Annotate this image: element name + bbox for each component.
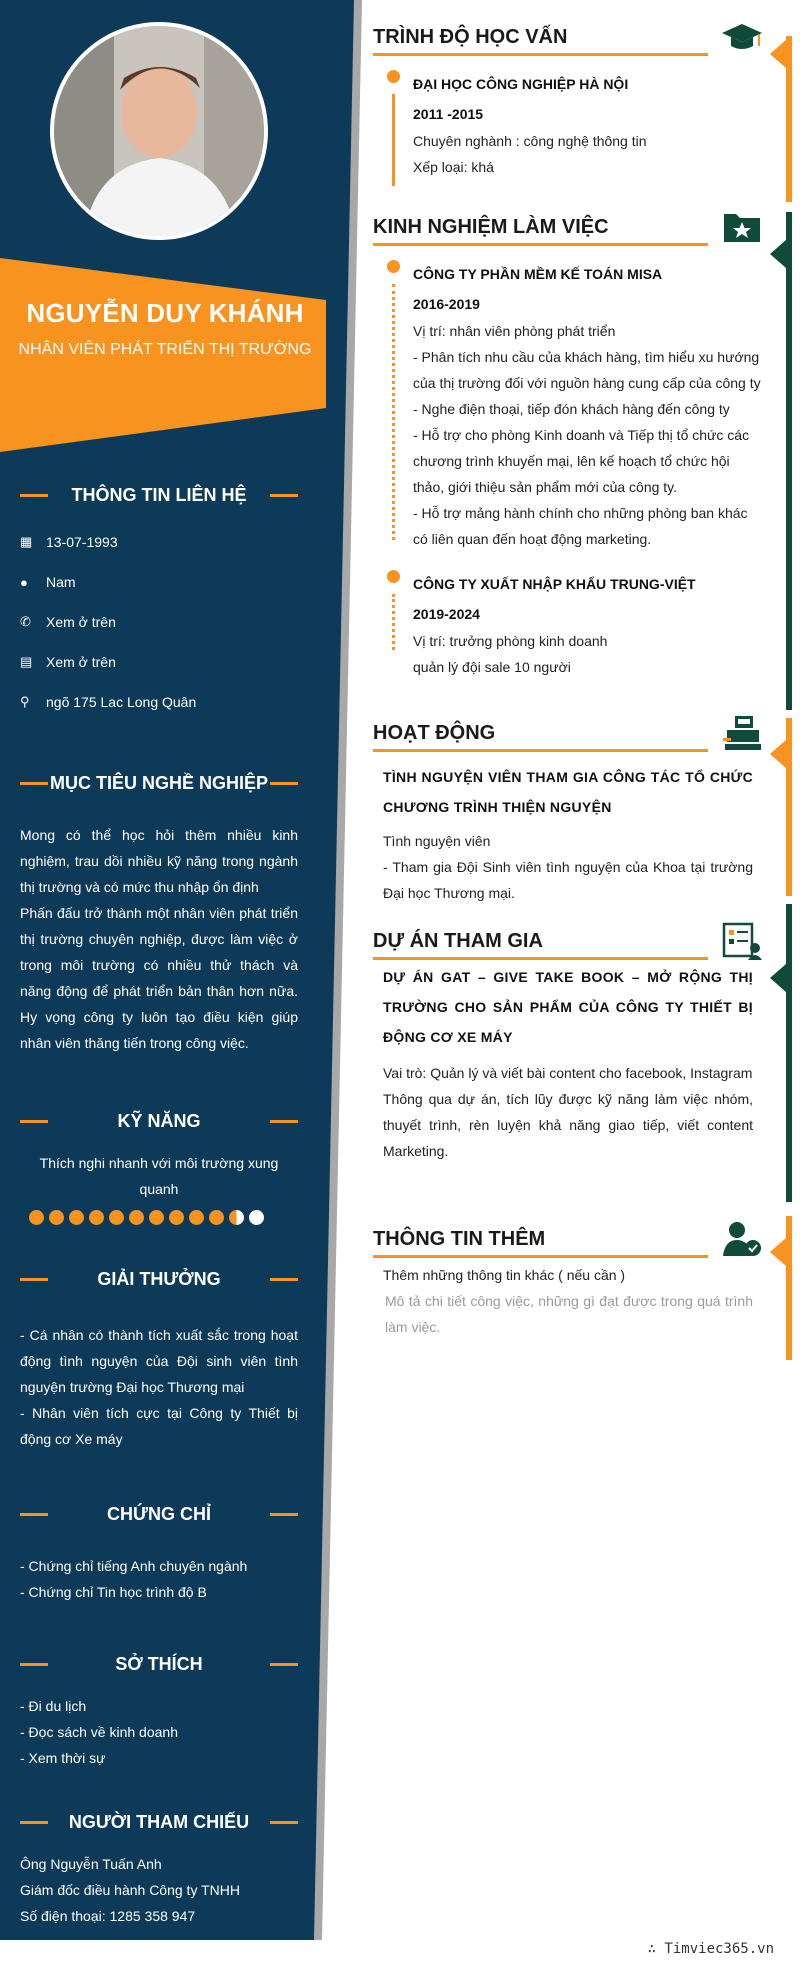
skill-dot: [209, 1210, 224, 1225]
section-title: NGƯỜI THAM CHIẾU: [68, 1811, 250, 1832]
profile-photo: [50, 22, 268, 240]
hobbies-text: - Đi du lịch - Đọc sách về kinh doanh - Xem thời sự: [20, 1698, 178, 1766]
job-years: 2019-2024: [413, 606, 480, 622]
references-section: [20, 1807, 298, 1929]
skill-dot: [129, 1210, 144, 1225]
timeline-dots: [392, 594, 395, 650]
activity-details: Tình nguyện viên - Tham gia Đội Sinh viên tình nguyện của Khoa tại trường Đại học Thương mại.: [383, 833, 753, 901]
hobbies-section: [20, 1649, 298, 1771]
section-title: KỸ NĂNG: [117, 1110, 201, 1131]
skill-dot: [89, 1210, 104, 1225]
accent-bar: [786, 718, 792, 896]
folder-star-icon: [721, 208, 763, 246]
timeline-bullet: [387, 260, 400, 273]
skill-dot: [229, 1210, 244, 1225]
additional-info-section: [373, 1224, 763, 1340]
accent-bar: [786, 212, 792, 710]
job-details: Vị trí: trưởng phòng kinh doanh quản lý đội sale 10 người: [413, 633, 608, 675]
skill-dot: [189, 1210, 204, 1225]
activity-heading: TÌNH NGUYỆN VIÊN THAM GIA CÔNG TÁC TỔ CHỨC CHƯƠNG TRÌNH THIỆN NGUYỆN: [383, 769, 753, 815]
job-entry: [373, 256, 763, 552]
company-name: CÔNG TY XUẤT NHẬP KHẨU TRUNG-VIỆT: [413, 576, 696, 592]
activity-entry: [373, 762, 753, 906]
education-section: [373, 22, 763, 180]
accent-bar: [786, 904, 792, 1202]
education-years: 2011 -2015: [413, 106, 484, 122]
references-text: Ông Nguyễn Tuấn Anh Giám đốc điều hành Công ty TNHH Số điện thoại: 1285 358 947: [20, 1856, 240, 1924]
contact-email: ▤ Xem ở trên: [20, 654, 116, 670]
additional-text: Thêm những thông tin khác ( nếu cần ): [383, 1267, 626, 1283]
accent-bar: [786, 1216, 792, 1360]
graduation-cap-icon: [721, 18, 763, 56]
job-years: 2016-2019: [413, 296, 480, 312]
company-name: CÔNG TY PHẦN MỀM KẾ TOÁN MISA: [413, 266, 663, 282]
skill-dot: [29, 1210, 44, 1225]
certificates-text: - Chứng chỉ tiếng Anh chuyên ngành - Chứng chỉ Tin học trình độ B: [20, 1558, 248, 1600]
project-details: Vai trò: Quản lý và viết bài content cho facebook, Instagram Thông qua dự án, tích lũy được kỹ năng làm việc nhóm, thuyết trình, rèn luyện khả năng giao tiếp, viết content Marketing.: [383, 1065, 753, 1159]
section-title: GIẢI THƯỞNG: [97, 1268, 221, 1289]
skill-dot: [249, 1210, 264, 1225]
education-details: Chuyên nghành : công nghệ thông tin Xếp loại: khá: [413, 133, 647, 175]
skill-dot: [149, 1210, 164, 1225]
timeline-bullet: [387, 570, 400, 583]
timeline-line: [392, 94, 395, 186]
contact-phone: ✆ Xem ở trên: [20, 614, 116, 630]
project-checklist-icon: [721, 922, 763, 960]
accent-arrow: [770, 240, 786, 268]
section-title: TRÌNH ĐỘ HỌC VẤN: [373, 26, 568, 48]
section-title: THÔNG TIN THÊM: [373, 1228, 546, 1250]
calendar-icon: ▦: [20, 534, 33, 549]
project-heading: DỰ ÁN GAT – GIVE TAKE BOOK – MỞ RỘNG THỊ TRƯỜNG CHO SẢN PHẨM CỦA CÔNG TY THIẾT BỊ ĐỘNG CƠ XE MÁY: [383, 969, 753, 1045]
skill-dot: [69, 1210, 84, 1225]
candidate-name: NGUYỄN DUY KHÁNH: [26, 298, 304, 328]
skill-name: Thích nghi nhanh với môi trường xung quanh: [39, 1155, 279, 1197]
contact-address: ⚲ ngõ 175 Lac Long Quân: [20, 694, 197, 710]
skill-dot: [109, 1210, 124, 1225]
location-pin-icon: ⚲: [20, 694, 30, 709]
accent-arrow: [770, 740, 786, 768]
skill-dot: [49, 1210, 64, 1225]
education-entry: [373, 66, 763, 180]
additional-entry: [373, 1262, 753, 1340]
section-title: DỰ ÁN THAM GIA: [373, 930, 543, 952]
contact-dob: ▦ 13-07-1993: [20, 534, 118, 550]
contact-gender: ● Nam: [20, 574, 76, 590]
awards-text: - Cá nhân có thành tích xuất sắc trong hoạt động tình nguyện của Đội sinh viên tình nguyện trường Đại học Thương mại - Nhân viên tích cực tại Công ty Thiết bị động cơ Xe máy: [20, 1327, 298, 1447]
email-icon: ▤: [20, 654, 33, 669]
accent-bar: [786, 36, 792, 202]
awards-section: [20, 1264, 298, 1452]
cash-register-icon: [721, 714, 763, 752]
objective-section: [20, 768, 298, 1056]
phone-icon: ✆: [20, 614, 31, 629]
section-title: THÔNG TIN LIÊN HỆ: [71, 484, 247, 505]
timeline-bullet: [387, 70, 400, 83]
activities-section: [373, 718, 763, 906]
section-title: CHỨNG CHỈ: [107, 1503, 211, 1524]
accent-arrow: [770, 40, 786, 68]
accent-arrow: [770, 1238, 786, 1266]
section-title: MỤC TIÊU NGHỀ NGHIỆP: [49, 772, 268, 793]
experience-section: [373, 212, 763, 680]
candidate-job-title: NHÂN VIÊN PHÁT TRIỂN THỊ TRƯỜNG: [18, 341, 312, 358]
accent-arrow: [770, 964, 786, 992]
skill-rating: [20, 1210, 298, 1225]
section-title: KINH NGHIỆM LÀM VIỆC: [373, 216, 609, 238]
user-check-icon: [721, 1220, 763, 1258]
section-title: HOẠT ĐỘNG: [373, 722, 496, 744]
avatar: [54, 26, 264, 236]
school-name: ĐẠI HỌC CÔNG NGHIỆP HÀ NỘI: [413, 76, 629, 92]
skill-dot: [169, 1210, 184, 1225]
job-details: Vị trí: nhân viên phòng phát triển - Phân tích nhu cầu của khách hàng, tìm hiểu xu hướng của thị trường đối với nguồn hàng cung cấp của công ty - Nghe điện thoại, tiếp đón khách hàng đến công ty - Hỗ trợ cho phòng Kinh doanh và Tiếp thị tổ chức các chương trình khuyến mại, lên kế hoạch tổ chức hội thảo, giới thiệu sản phẩm mới của công ty. - Hỗ trợ mảng hành chính cho những phòng ban khác có liên quan đến hoạt động marketing.: [413, 323, 761, 547]
contact-section: [20, 480, 298, 722]
section-title: SỞ THÍCH: [115, 1653, 203, 1674]
person-icon: ●: [20, 574, 28, 590]
job-entry: [373, 566, 763, 680]
objective-text: Mong có thể học hỏi thêm nhiều kinh nghiệm, trau dồi nhiều kỹ năng trong ngành thị trường và có mức thu nhập ổn định Phấn đấu trở thành một nhân viên phát triển thị trường chuyên nghiệp, được làm việc ở trong môi trường có nhiều thử thách và năng động để phát triển bản thân hơn nữa. Hy vọng công ty luôn tạo điều kiện giúp nhân viên thăng tiến trong công việc.: [20, 827, 298, 1051]
skills-section: [20, 1106, 298, 1225]
additional-hint: Mô tả chi tiết công việc, những gì đạt được trong quá trình làm việc.: [385, 1293, 753, 1335]
project-entry: [373, 962, 753, 1164]
projects-section: [373, 926, 763, 1164]
certificates-section: [20, 1499, 298, 1605]
brand-watermark: ∴ Timviec365.vn: [647, 1941, 774, 1957]
timeline-dots: [392, 284, 395, 540]
profile-header: [0, 298, 330, 359]
